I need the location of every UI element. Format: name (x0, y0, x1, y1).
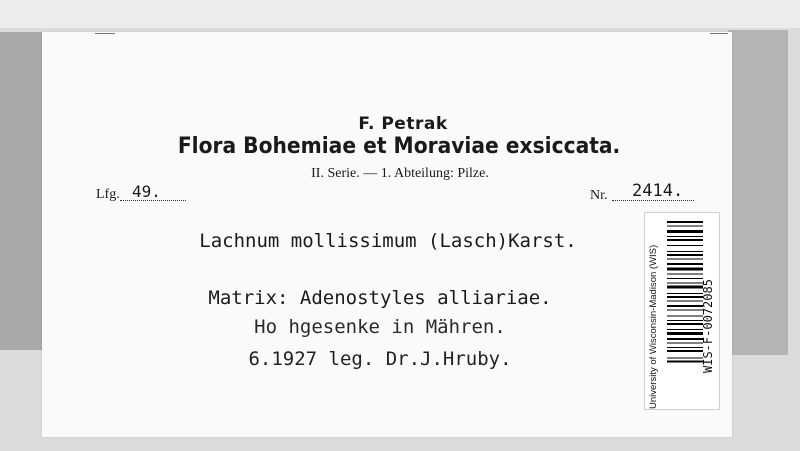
edge-mark-right (710, 33, 728, 34)
locality-line: Ho hgesenke in Mähren. (254, 316, 506, 338)
collection-line: 6.1927 leg. Dr.J.Hruby. (248, 348, 512, 370)
number-label: Nr. (590, 188, 608, 203)
matrix-line: Matrix: Adenostyles alliariae. (208, 287, 552, 309)
barcode-specimen-id: WIS-F-0072085 (701, 279, 715, 373)
lfg-label: Lfg. (96, 187, 120, 202)
barcode-institution: University of Wisconsin-Madison (WIS) (648, 244, 659, 409)
barcode-tag (644, 212, 720, 410)
edge-mark-left (95, 33, 115, 34)
number-value: 2414. (612, 181, 694, 201)
barcode-graphic (667, 221, 703, 401)
collector-name: F. Petrak (358, 114, 448, 134)
lfg-value: 49. (120, 182, 186, 201)
series-subtitle: II. Serie. — 1. Abteilung: Pilze. (311, 166, 489, 181)
species-name: Lachnum mollissimum (Lasch)Karst. (199, 230, 577, 252)
exsiccata-title: Flora Bohemiae et Moraviae exsiccata. (177, 134, 621, 159)
